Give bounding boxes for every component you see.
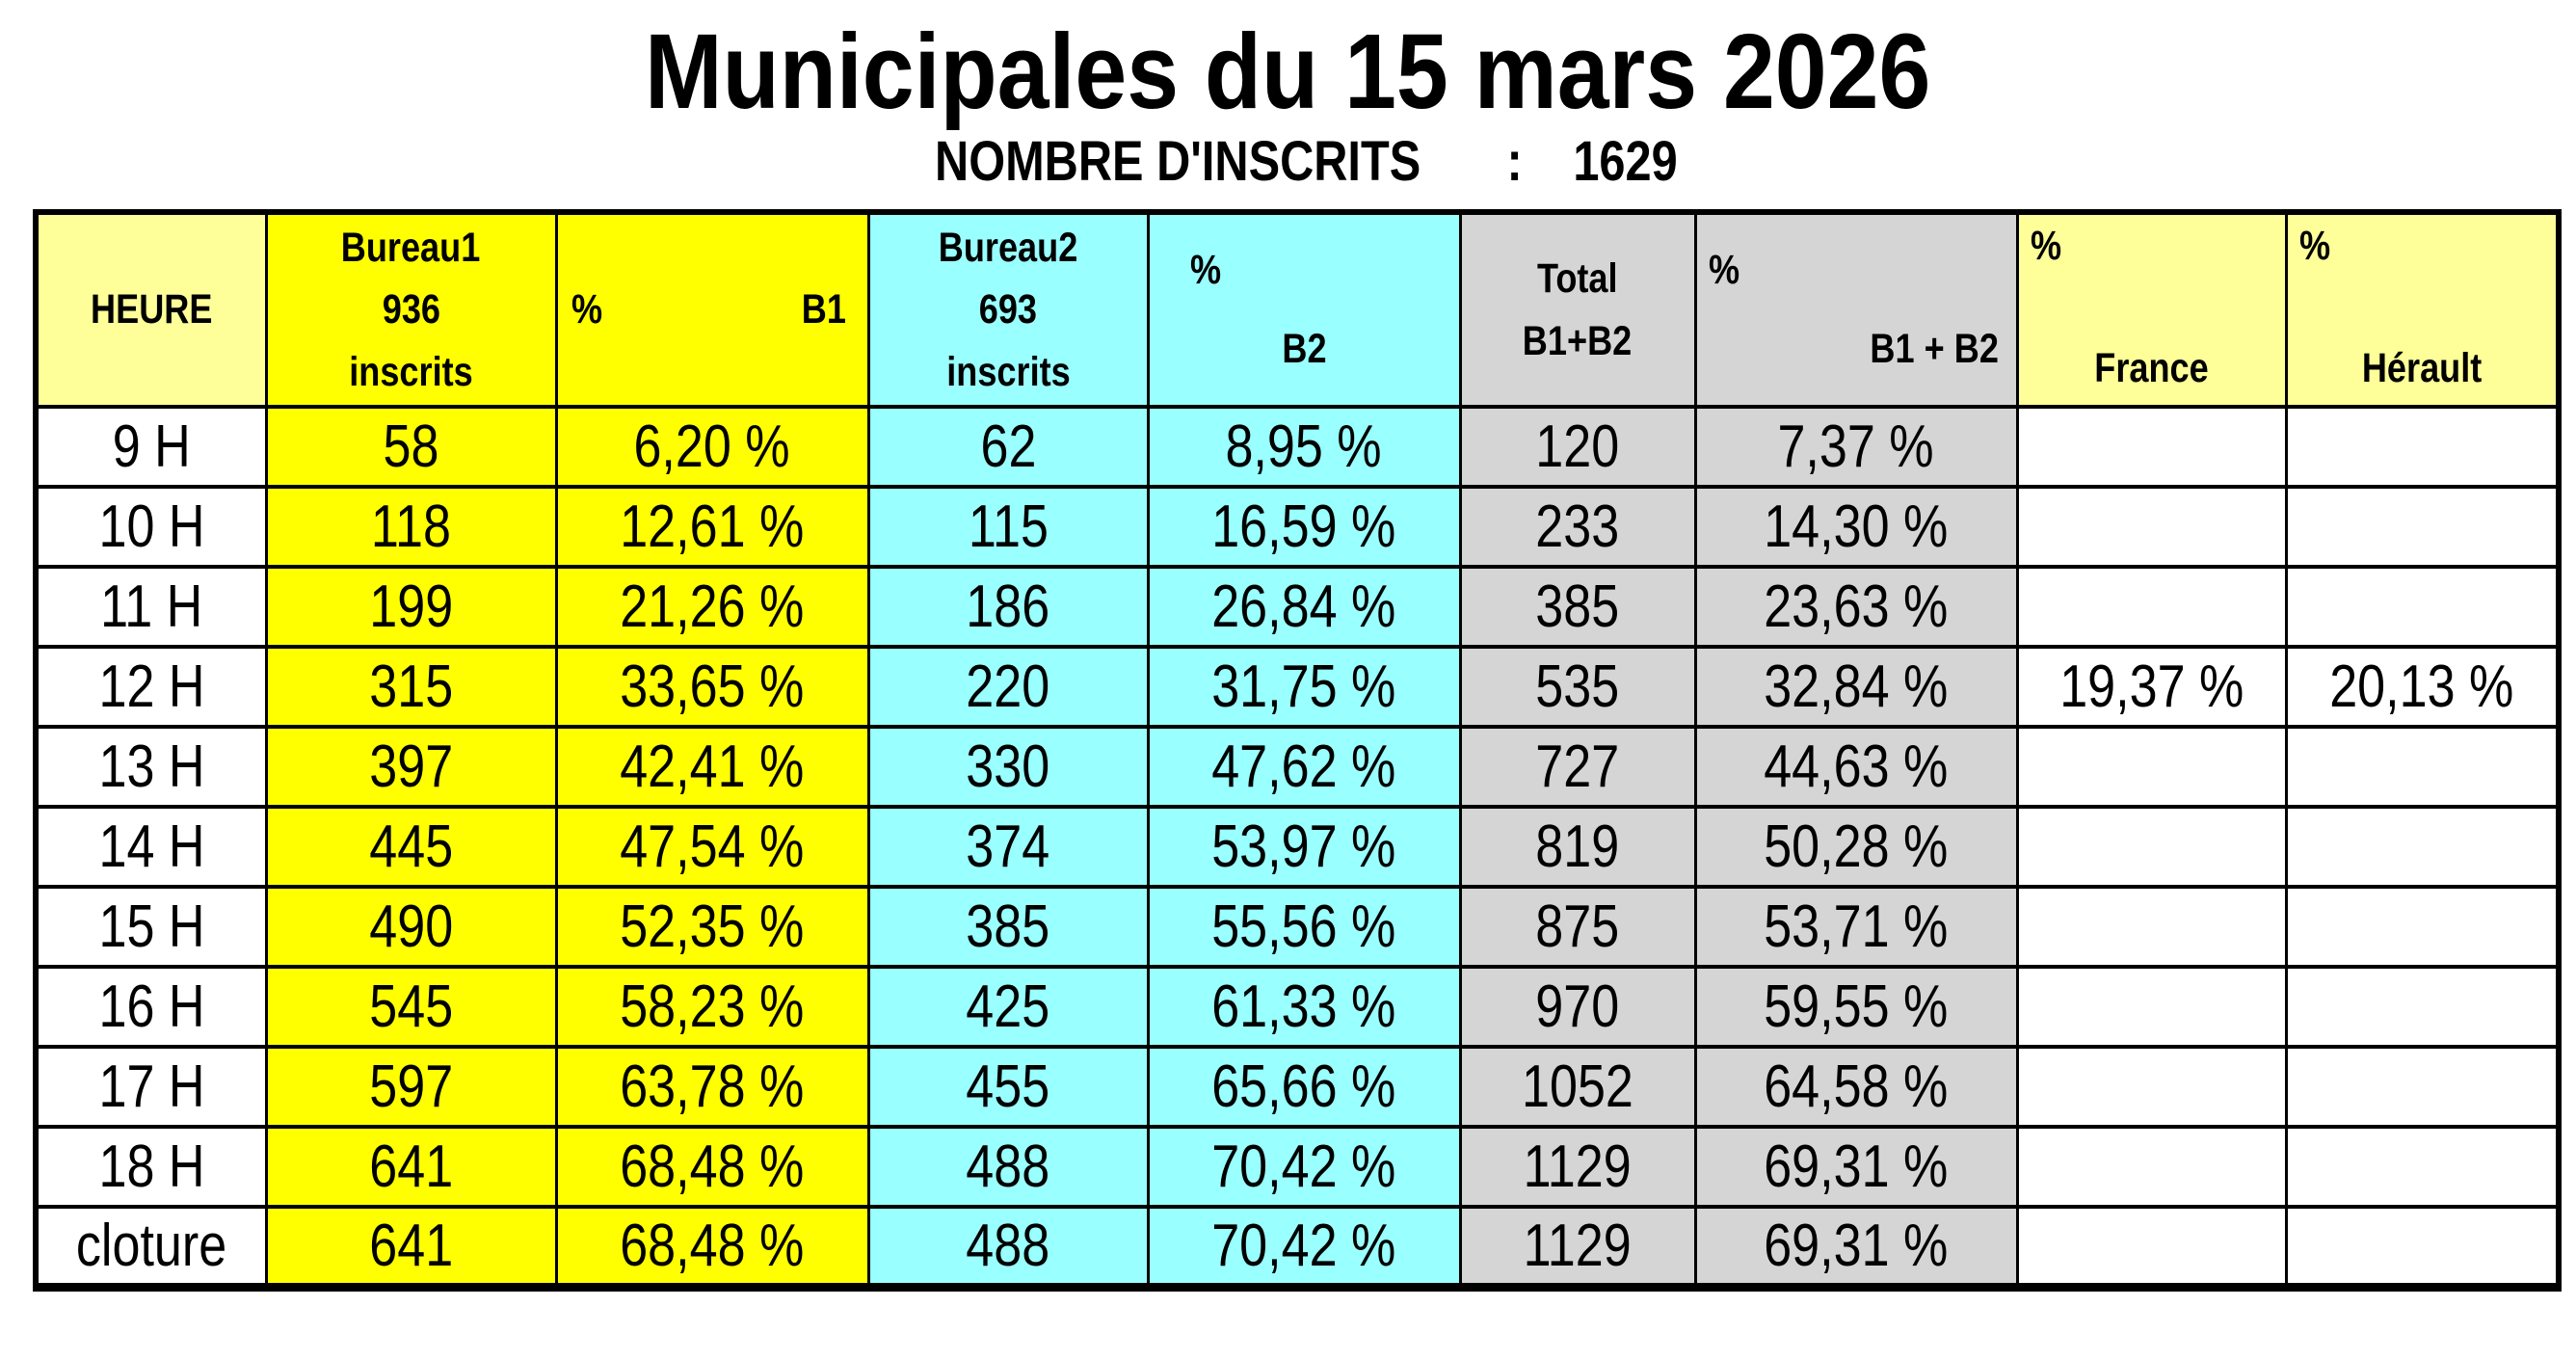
cell-value: 16,59 % — [1211, 493, 1396, 560]
cell-heure — [36, 647, 266, 727]
cell-b2-count — [868, 647, 1148, 727]
cell-value: 1052 — [1522, 1053, 1633, 1120]
cell-value: 7,37 % — [1777, 413, 1935, 480]
bureau2-registered-word: inscrits — [945, 348, 1071, 395]
col-header-bureau1-lines — [268, 217, 555, 404]
cell-b1-pct — [556, 807, 868, 887]
col-header-total-lines — [1462, 248, 1694, 372]
cell-value: 68,48 % — [620, 1212, 805, 1279]
cell-value: 21,26 % — [620, 573, 805, 640]
table-row — [36, 967, 2559, 1047]
cell-herault-pct — [2286, 1207, 2559, 1287]
table-row — [36, 567, 2559, 647]
table-row — [36, 1047, 2559, 1127]
table-body — [36, 407, 2559, 1287]
cell-france-pct — [2017, 647, 2286, 727]
registered-count-label: NOMBRE D'INSCRITS — [935, 130, 1421, 193]
cell-value: 1129 — [1523, 1133, 1632, 1200]
cell-total — [1460, 1127, 1695, 1207]
header-row — [36, 212, 2559, 407]
cell-b1-count — [266, 487, 556, 567]
cell-b1-count — [266, 567, 556, 647]
turnout-table — [33, 209, 2562, 1292]
cell-value: 425 — [966, 973, 1050, 1040]
cell-herault-pct — [2286, 487, 2559, 567]
cell-value: 186 — [966, 573, 1050, 640]
cell-value: 58,23 % — [620, 973, 805, 1040]
cell-value: 69,31 % — [1764, 1133, 1949, 1200]
cell-total — [1460, 967, 1695, 1047]
table-row — [36, 807, 2559, 887]
cell-value: 199 — [369, 573, 453, 640]
cell-heure — [36, 967, 266, 1047]
pct-total-percent-sign: % — [1708, 246, 1739, 293]
table-row — [36, 407, 2559, 487]
cell-value: 53,97 % — [1211, 813, 1396, 880]
cell-heure — [36, 1207, 266, 1287]
pct-b1-label: B1 — [801, 286, 846, 333]
cell-value: 58 — [383, 413, 439, 480]
cell-value: 115 — [968, 493, 1049, 560]
bureau2-name: Bureau2 — [938, 224, 1078, 271]
cell-value: 23,63 % — [1764, 573, 1949, 640]
bureau1-registered: 936 — [382, 286, 440, 333]
cell-total — [1460, 407, 1695, 487]
col-header-pct-b2-lines — [1150, 231, 1459, 388]
cell-b1-count — [266, 807, 556, 887]
cell-herault-pct — [2286, 567, 2559, 647]
cell-value: 490 — [369, 893, 453, 960]
cell-value: 63,78 % — [620, 1053, 805, 1120]
cell-france-pct — [2017, 967, 2286, 1047]
cell-value: 32,84 % — [1764, 653, 1949, 720]
cell-herault-pct — [2286, 887, 2559, 967]
cell-value: 47,54 % — [620, 813, 805, 880]
cell-france-pct — [2017, 1047, 2286, 1127]
cell-b2-pct — [1148, 567, 1460, 647]
cell-value: 8,95 % — [1225, 413, 1383, 480]
cell-value: 488 — [966, 1133, 1050, 1200]
cell-value: 17 H — [98, 1053, 205, 1120]
cell-total — [1460, 1047, 1695, 1127]
cell-value: 535 — [1535, 653, 1620, 720]
cell-value: 33,65 % — [620, 653, 805, 720]
registered-count-separator: : — [1506, 130, 1524, 193]
cell-france-pct — [2017, 567, 2286, 647]
cell-b2-pct — [1148, 1207, 1460, 1287]
cell-b2-pct — [1148, 647, 1460, 727]
total-word: Total — [1537, 255, 1618, 302]
cell-b2-count — [868, 887, 1148, 967]
cell-total — [1460, 887, 1695, 967]
cell-b1-pct — [556, 727, 868, 807]
cell-value: 26,84 % — [1211, 573, 1396, 640]
cell-b1-pct — [556, 1127, 868, 1207]
cell-value: 65,66 % — [1211, 1053, 1396, 1120]
cell-value: 61,33 % — [1211, 973, 1396, 1040]
cell-value: 16 H — [98, 973, 205, 1040]
cell-value: 641 — [369, 1212, 453, 1279]
cell-b1-count — [266, 887, 556, 967]
cell-value: 120 — [1535, 413, 1620, 480]
col-header-pct-b1-line — [558, 286, 867, 333]
cell-b1-count — [266, 1127, 556, 1207]
cell-value: 13 H — [98, 733, 205, 800]
cell-b2-pct — [1148, 887, 1460, 967]
col-header-pct-total — [1695, 212, 2017, 407]
cell-value: 597 — [369, 1053, 453, 1120]
col-header-pct-france-lines — [2019, 219, 2285, 402]
cell-total-pct — [1695, 807, 2017, 887]
pct-france-percent-sign: % — [2030, 222, 2061, 269]
cell-total-pct — [1695, 647, 2017, 727]
page-title — [0, 13, 2576, 130]
cell-b2-pct — [1148, 967, 1460, 1047]
cell-value: 385 — [1535, 573, 1620, 640]
cell-value: 374 — [966, 813, 1050, 880]
cell-value: 50,28 % — [1764, 813, 1949, 880]
cell-value: 20,13 % — [2329, 653, 2514, 720]
cell-value: 118 — [370, 493, 452, 560]
pct-b2-percent-sign: % — [1189, 246, 1221, 293]
cell-b1-count — [266, 407, 556, 487]
table-row — [36, 1207, 2559, 1287]
cell-value: 875 — [1535, 893, 1620, 960]
pct-b2-label: B2 — [1281, 325, 1327, 372]
cell-value: 397 — [369, 733, 453, 800]
cell-total — [1460, 727, 1695, 807]
cell-value: 233 — [1535, 493, 1620, 560]
cell-value: 15 H — [98, 893, 205, 960]
col-header-pct-total-lines — [1697, 231, 2016, 388]
col-header-bureau2 — [868, 212, 1148, 407]
cell-value: 819 — [1535, 813, 1620, 880]
cell-total-pct — [1695, 727, 2017, 807]
cell-total-pct — [1695, 887, 2017, 967]
cell-total-pct — [1695, 1207, 2017, 1287]
cell-heure — [36, 487, 266, 567]
cell-value: 11 H — [100, 573, 203, 640]
table-row — [36, 1127, 2559, 1207]
cell-total-pct — [1695, 1127, 2017, 1207]
cell-b1-pct — [556, 1207, 868, 1287]
cell-value: 62 — [980, 413, 1036, 480]
cell-b2-pct — [1148, 807, 1460, 887]
cell-heure — [36, 887, 266, 967]
cell-value: 12 H — [98, 653, 205, 720]
cell-herault-pct — [2286, 727, 2559, 807]
col-header-pct-herault-lines — [2288, 219, 2557, 402]
cell-value: 18 H — [98, 1133, 205, 1200]
cell-b1-pct — [556, 887, 868, 967]
pct-b1-percent-sign: % — [571, 286, 602, 333]
cell-b1-count — [266, 1047, 556, 1127]
cell-total-pct — [1695, 407, 2017, 487]
cell-value: 70,42 % — [1211, 1212, 1396, 1279]
cell-value: 385 — [966, 893, 1050, 960]
cell-total — [1460, 567, 1695, 647]
cell-total-pct — [1695, 487, 2017, 567]
cell-herault-pct — [2286, 807, 2559, 887]
col-header-pct-herault — [2286, 212, 2559, 407]
registered-count-value: 1629 — [1573, 130, 1678, 193]
cell-b2-count — [868, 967, 1148, 1047]
cell-value: 19,37 % — [2058, 653, 2244, 720]
table-row — [36, 647, 2559, 727]
cell-heure — [36, 807, 266, 887]
cell-value: 55,56 % — [1211, 893, 1396, 960]
cell-b1-pct — [556, 487, 868, 567]
cell-value: 315 — [369, 653, 453, 720]
cell-value: cloture — [76, 1212, 227, 1279]
table-row — [36, 487, 2559, 567]
cell-france-pct — [2017, 727, 2286, 807]
cell-b1-pct — [556, 407, 868, 487]
cell-total — [1460, 647, 1695, 727]
cell-b2-count — [868, 1127, 1148, 1207]
cell-herault-pct — [2286, 647, 2559, 727]
col-header-heure — [36, 212, 266, 407]
cell-b1-count — [266, 967, 556, 1047]
cell-value: 641 — [369, 1133, 453, 1200]
pct-france-label: France — [2094, 344, 2209, 391]
cell-value: 42,41 % — [620, 733, 805, 800]
registered-count-line — [0, 130, 2576, 193]
bureau1-name: Bureau1 — [341, 224, 481, 271]
cell-b1-count — [266, 647, 556, 727]
cell-herault-pct — [2286, 967, 2559, 1047]
cell-b2-count — [868, 727, 1148, 807]
cell-total — [1460, 487, 1695, 567]
cell-value: 220 — [966, 653, 1050, 720]
cell-b1-count — [266, 727, 556, 807]
cell-value: 488 — [966, 1212, 1050, 1279]
cell-b2-count — [868, 807, 1148, 887]
col-header-heure-label: HEURE — [91, 286, 213, 333]
pct-total-label: B1 + B2 — [1869, 325, 1999, 372]
cell-b2-count — [868, 1207, 1148, 1287]
cell-b1-pct — [556, 567, 868, 647]
cell-herault-pct — [2286, 1127, 2559, 1207]
cell-b2-pct — [1148, 487, 1460, 567]
col-header-bureau1 — [266, 212, 556, 407]
cell-value: 1129 — [1523, 1212, 1632, 1279]
cell-france-pct — [2017, 407, 2286, 487]
cell-value: 31,75 % — [1211, 653, 1396, 720]
cell-value: 9 H — [112, 413, 191, 480]
cell-b2-pct — [1148, 407, 1460, 487]
cell-france-pct — [2017, 887, 2286, 967]
cell-herault-pct — [2286, 1047, 2559, 1127]
cell-b1-pct — [556, 967, 868, 1047]
col-header-pct-france — [2017, 212, 2286, 407]
cell-value: 14 H — [98, 813, 205, 880]
cell-value: 52,35 % — [620, 893, 805, 960]
cell-france-pct — [2017, 1127, 2286, 1207]
pct-herault-percent-sign: % — [2298, 222, 2330, 269]
cell-value: 68,48 % — [620, 1133, 805, 1200]
table-header — [36, 212, 2559, 407]
cell-b2-count — [868, 487, 1148, 567]
cell-france-pct — [2017, 487, 2286, 567]
cell-value: 14,30 % — [1764, 493, 1949, 560]
col-header-bureau2-lines — [870, 217, 1147, 404]
cell-value: 445 — [369, 813, 453, 880]
table-row — [36, 887, 2559, 967]
cell-total-pct — [1695, 1047, 2017, 1127]
cell-b2-count — [868, 1047, 1148, 1127]
cell-value: 6,20 % — [633, 413, 791, 480]
cell-b2-pct — [1148, 727, 1460, 807]
cell-b1-pct — [556, 1047, 868, 1127]
cell-value: 47,62 % — [1211, 733, 1396, 800]
bureau1-registered-word: inscrits — [349, 348, 473, 395]
cell-value: 970 — [1535, 973, 1620, 1040]
cell-value: 59,55 % — [1764, 973, 1949, 1040]
cell-value: 53,71 % — [1764, 893, 1949, 960]
cell-b2-pct — [1148, 1127, 1460, 1207]
cell-heure — [36, 1127, 266, 1207]
cell-value: 44,63 % — [1764, 733, 1949, 800]
cell-herault-pct — [2286, 407, 2559, 487]
cell-heure — [36, 567, 266, 647]
cell-heure — [36, 1047, 266, 1127]
cell-france-pct — [2017, 807, 2286, 887]
cell-b2-pct — [1148, 1047, 1460, 1127]
cell-b1-pct — [556, 647, 868, 727]
pct-herault-label: Hérault — [2361, 344, 2482, 391]
col-header-pct-b1 — [556, 212, 868, 407]
cell-total-pct — [1695, 967, 2017, 1047]
cell-value: 455 — [966, 1053, 1050, 1120]
cell-value: 330 — [966, 733, 1050, 800]
cell-b2-count — [868, 567, 1148, 647]
table-row — [36, 727, 2559, 807]
cell-value: 69,31 % — [1764, 1212, 1949, 1279]
col-header-pct-b2 — [1148, 212, 1460, 407]
cell-b2-count — [868, 407, 1148, 487]
cell-total — [1460, 807, 1695, 887]
bureau2-registered: 693 — [978, 286, 1038, 333]
cell-france-pct — [2017, 1207, 2286, 1287]
cell-heure — [36, 407, 266, 487]
cell-total-pct — [1695, 567, 2017, 647]
cell-value: 12,61 % — [620, 493, 805, 560]
cell-total — [1460, 1207, 1695, 1287]
cell-value: 545 — [369, 973, 453, 1040]
cell-value: 70,42 % — [1211, 1133, 1396, 1200]
total-label: B1+B2 — [1523, 317, 1633, 364]
cell-heure — [36, 727, 266, 807]
cell-value: 64,58 % — [1764, 1053, 1949, 1120]
col-header-total — [1460, 212, 1695, 407]
cell-value: 10 H — [98, 493, 205, 560]
cell-b1-count — [266, 1207, 556, 1287]
cell-value: 727 — [1535, 733, 1620, 800]
page-title-text: Municipales du 15 mars 2026 — [645, 13, 1931, 131]
